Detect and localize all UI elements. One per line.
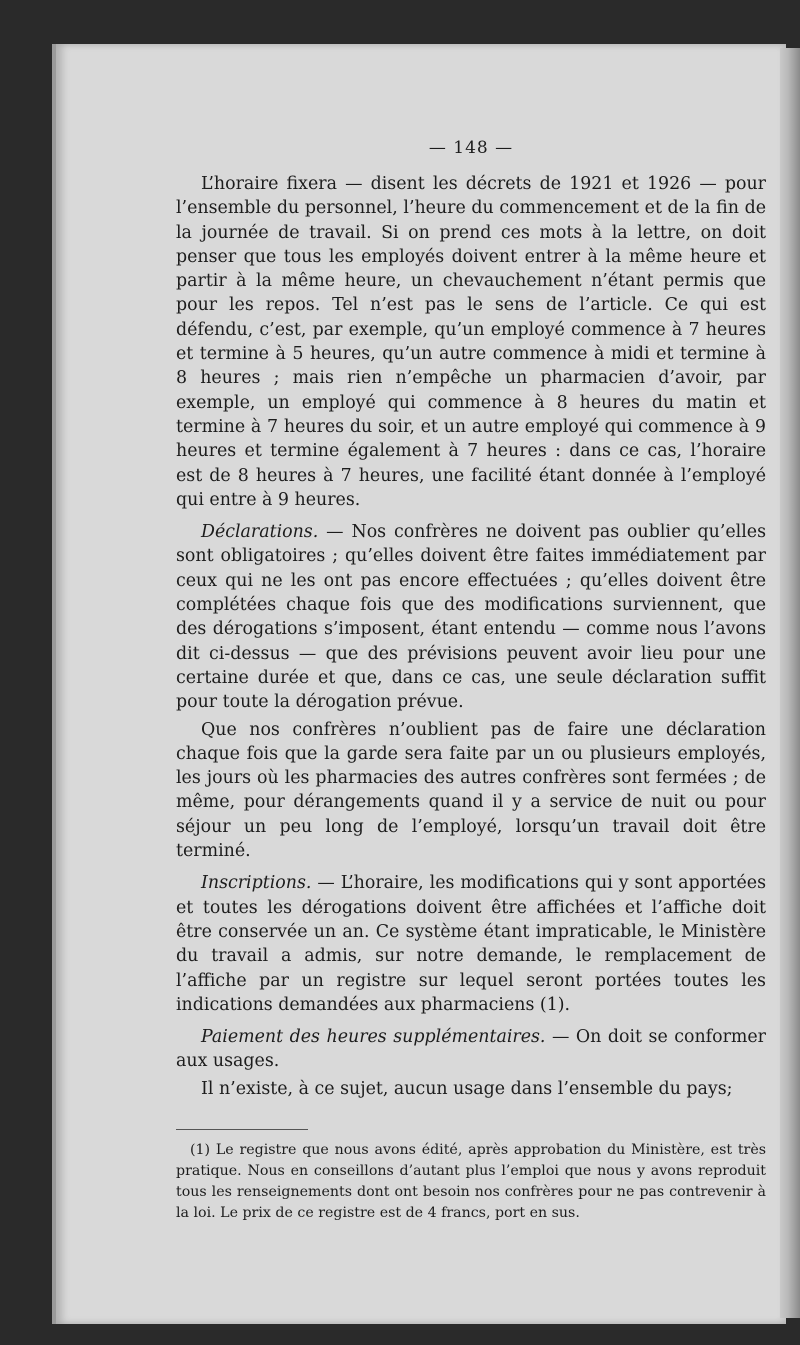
paragraph-usage <box>176 1077 766 1101</box>
paragraph-text: — On doit se conformer aux usages. <box>176 1027 766 1072</box>
footnote-text: (1) Le registre que nous avons édité, après approbation du Ministère, est très pratique. Nous en conseillons d’autant plus l’emploi que nous y avons reproduit tous les renseignements dont ont besoin nos confrères pour ne pas contrevenir à la loi. Le prix de ce registre est de 4 francs, port en sus. <box>176 1141 766 1221</box>
page-content <box>176 138 766 1224</box>
paragraph-confreres <box>176 718 766 864</box>
paragraph-text: Que nos confrères n’oublient pas de faire une déclaration chaque fois que la garde sera faite par un ou plusieurs employés, les jours où les pharmacies des autres confrères sont fermées ; de même, pour dérangements quand il y a service de nuit ou pour séjour un peu long de l’employé, lorsqu’un travail doit être terminé. <box>176 719 766 862</box>
paragraph-text: L’horaire fixera — disent les décrets de 1921 et 1926 — pour l’ensemble du personnel, l’heure du commencement et de la fin de la journée de travail. Si on prend ces mots à la lettre, on doit penser que tous les employés doivent entrer à la même heure et partir à la même heure, un chevauchement n’étant permis que pour les repos. Tel n’est pas le sens de l’article. Ce qui est défendu, c’est, par exemple, qu’un employé commence à 7 heures et termine à 5 heures, qu’un autre commence à midi et termine à 8 heures ; mais rien n’empêche un pharmacien d’avoir, par exemple, un employé qui commence à 8 heures du matin et termine à 7 heures du soir, et un autre employé qui commence à 9 heures et termine également à 7 heures : dans ce cas, l’horaire est de 8 heures à 7 heures, une facilité étant donnée à l’employé qui entre à 9 heures. <box>176 174 766 510</box>
section-heading-paiement: Paiement des heures supplémentaires. <box>201 1027 546 1048</box>
paragraph-text: — Nos confrères ne doivent pas oublier qu’elles sont obligatoires ; qu’elles doivent être faites immédiatement par ceux qui ne les ont pas encore effectuées ; qu’elles doivent être complétées chaque fois que des modifications surviennent, que des dérogations s’imposent, étant entendu — comme nous l’avons dit ci-dessus — que des prévisions peuvent avoir lieu pour une certaine durée et que, dans ce cas, une seule déclaration suffit pour toute la dérogation prévue. <box>176 522 766 713</box>
footnote <box>176 1140 766 1224</box>
footnote-divider <box>176 1129 308 1130</box>
section-heading-inscriptions: Inscriptions. <box>201 873 312 894</box>
page-number: — 148 — <box>428 138 514 158</box>
paragraph-text: — L’horaire, les modifications qui y sont apportées et toutes les dérogations doivent être affichées et l’affiche doit être conservée un an. Ce système étant impraticable, le Ministère du travail a admis, sur notre demande, le remplacement de l’affiche par un registre sur lequel seront portées toutes les indications demandées aux pharmaciens (1). <box>176 873 766 1015</box>
paragraph-paiement <box>176 1025 766 1074</box>
paragraph-text: Il n’existe, à ce sujet, aucun usage dans l’ensemble du pays; <box>201 1078 733 1099</box>
section-heading-declarations: Déclarations. <box>201 522 319 543</box>
facing-page-edge <box>780 48 800 1318</box>
body-text <box>176 172 766 1101</box>
paragraph-horaire <box>176 172 766 512</box>
paragraph-declarations <box>176 520 766 714</box>
paragraph-inscriptions <box>176 871 766 1017</box>
